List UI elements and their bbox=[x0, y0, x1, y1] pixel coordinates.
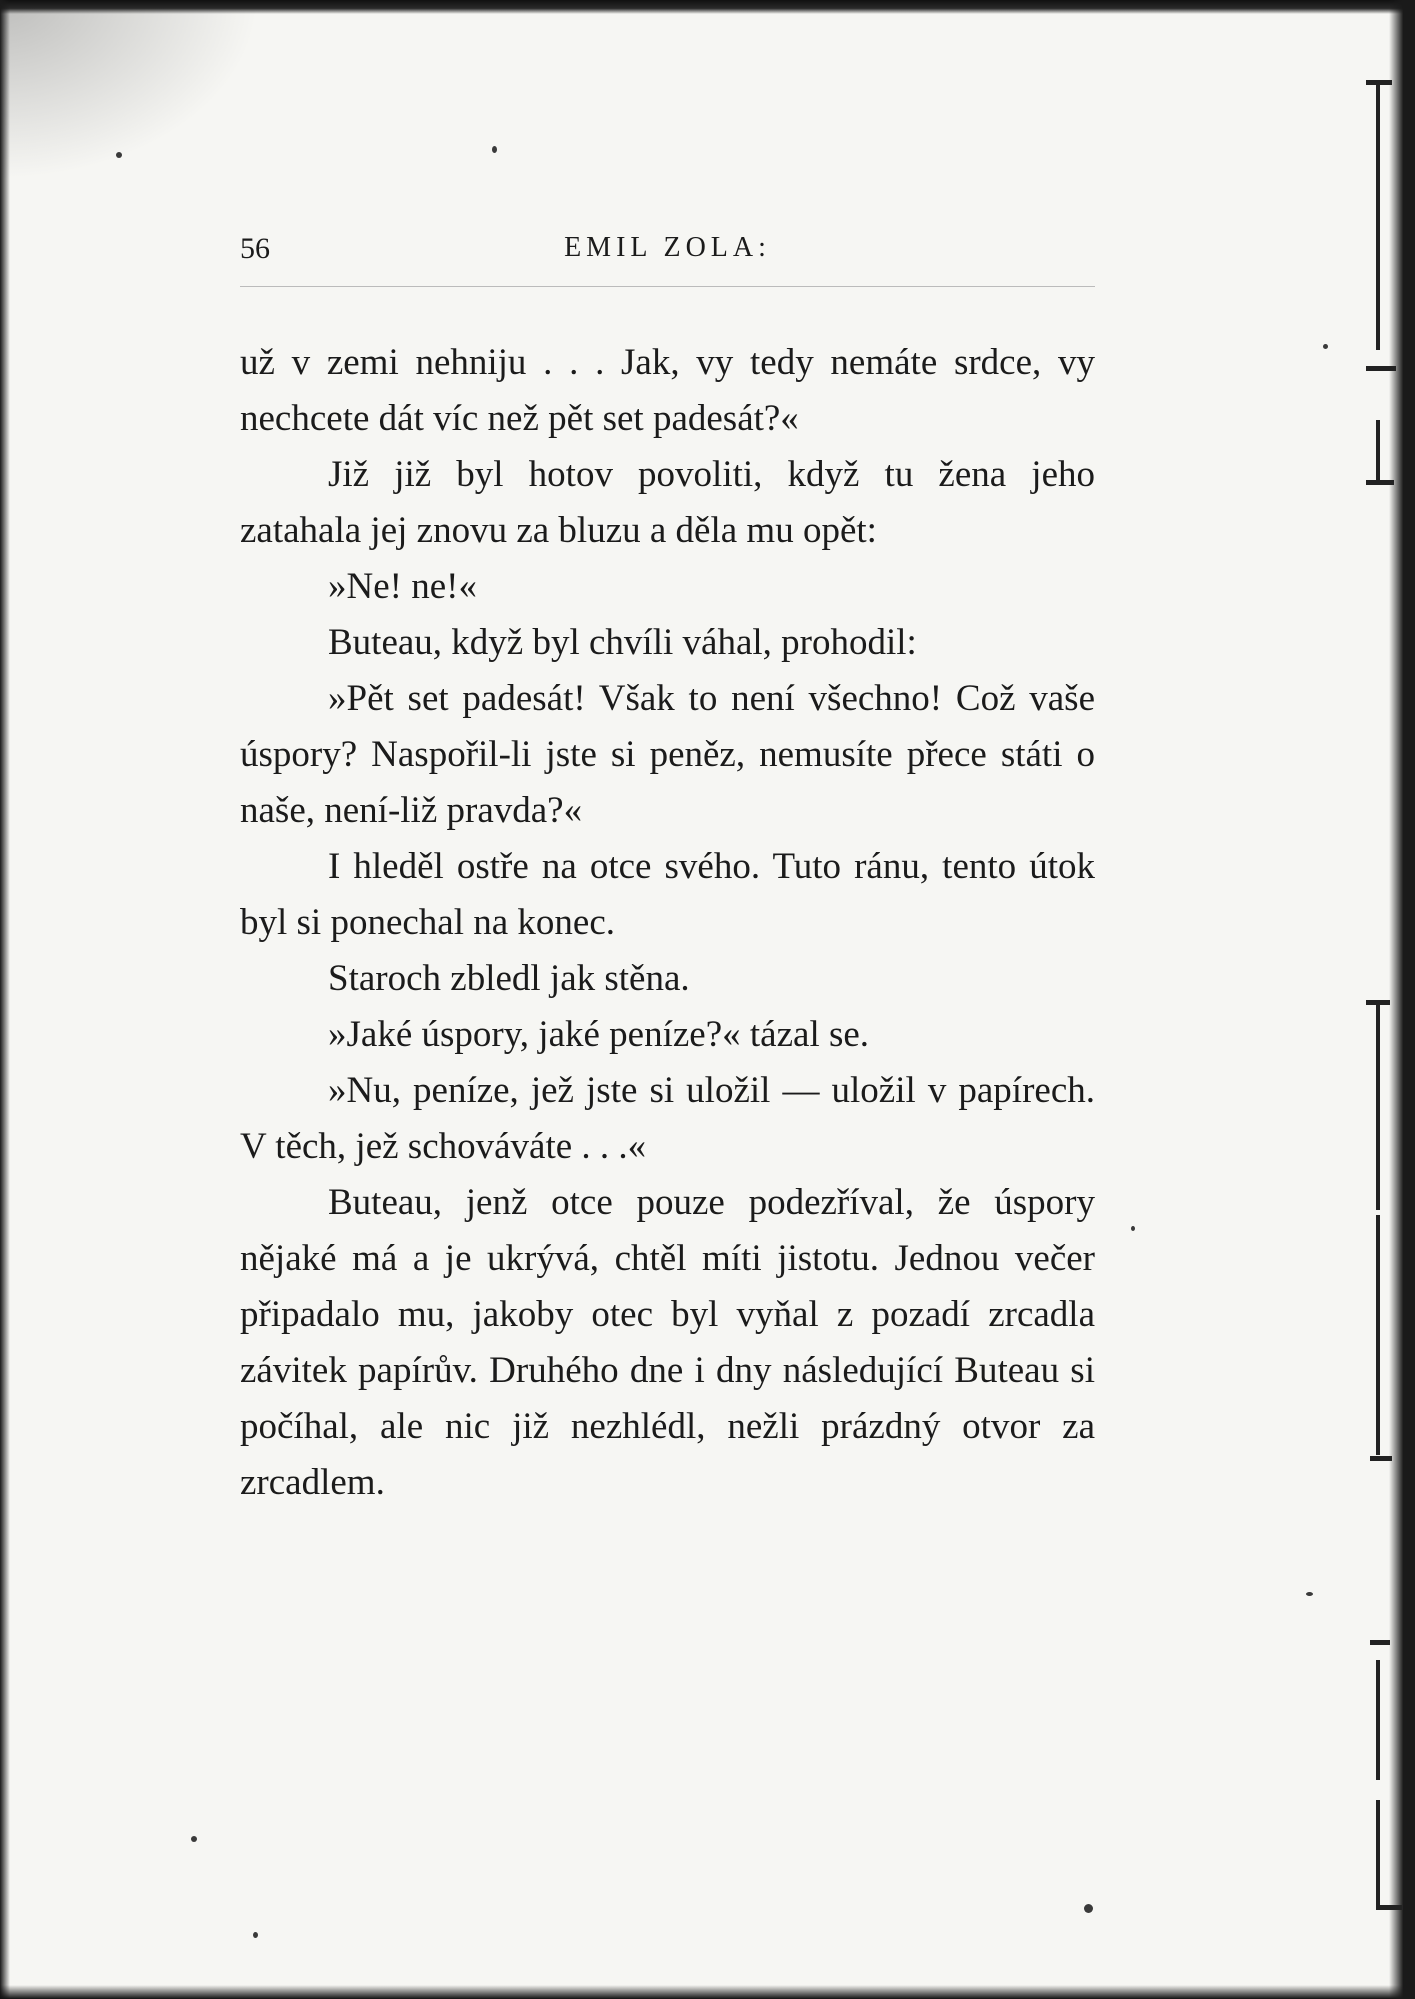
binding-tick bbox=[1376, 1905, 1402, 1910]
binding-mark bbox=[1376, 1000, 1380, 1210]
binding-mark bbox=[1376, 1215, 1380, 1455]
scan-speck bbox=[492, 146, 497, 153]
binding-tick bbox=[1366, 480, 1394, 485]
binding-mark bbox=[1376, 1660, 1380, 1780]
binding-mark bbox=[1376, 80, 1380, 350]
paragraph: I hleděl ostře na otce svého. Tuto ránu, tento útok byl si ponechal na konec. bbox=[240, 846, 1095, 943]
paragraph: »Ne! ne!« bbox=[328, 566, 477, 607]
scan-edge-left bbox=[0, 0, 10, 1999]
paragraph: už v zemi nehniju . . . Jak, vy tedy nemáte srdce, vy nechcete dát víc než pět set padesát?« bbox=[240, 342, 1095, 439]
binding-tick bbox=[1370, 1456, 1392, 1461]
paragraph: »Pět set padesát! Však to není všechno! Což vaše úspory? Naspořil-li jste si peněz, nemusíte přece státi o naše, není-liž pravda?« bbox=[240, 678, 1095, 831]
header-rule bbox=[240, 286, 1095, 287]
scan-speck bbox=[1323, 344, 1328, 349]
paragraph: Buteau, jenž otce pouze podezříval, že úspory nějaké má a je ukrývá, chtěl míti jistotu. Jednou večer připadalo mu, jakoby otec byl vyňal z pozadí zrcadla závitek papírův. Druhého dne i dny následující Buteau si počíhal, ale nic již nezhlédl, nežli prázdný otvor za zrcadlem. bbox=[240, 1182, 1095, 1503]
paragraph: »Jaké úspory, jaké peníze?« tázal se. bbox=[328, 1014, 870, 1055]
scan-speck bbox=[253, 1932, 258, 1938]
running-head: EMIL ZOLA: bbox=[564, 232, 771, 263]
paragraph: Staroch zbledl jak stěna. bbox=[328, 958, 690, 999]
scan-speck bbox=[1306, 1592, 1313, 1596]
binding-mark bbox=[1376, 1800, 1380, 1910]
binding-tick bbox=[1370, 1640, 1390, 1645]
scan-edge-right bbox=[1389, 0, 1415, 1999]
body-text bbox=[240, 335, 1095, 1511]
scan-edge-top bbox=[0, 0, 1415, 14]
paragraph: Již již byl hotov povoliti, když tu žena jeho zatahala jej znovu za bluzu a děla mu opět: bbox=[240, 454, 1095, 551]
binding-tick bbox=[1366, 80, 1392, 85]
binding-mark bbox=[1376, 420, 1380, 480]
binding-tick bbox=[1366, 1000, 1390, 1005]
binding-tick bbox=[1366, 366, 1396, 371]
scan-speck bbox=[116, 152, 122, 158]
scan-speck bbox=[1131, 1226, 1135, 1231]
scan-shading bbox=[0, 0, 260, 180]
page-number: 56 bbox=[240, 232, 270, 265]
page-header bbox=[240, 232, 1095, 282]
paragraph: Buteau, když byl chvíli váhal, prohodil: bbox=[328, 622, 917, 663]
scan-speck bbox=[1084, 1904, 1093, 1913]
paragraph: »Nu, peníze, jež jste si uložil — uložil v papírech. V těch, jež schováváte . . .« bbox=[240, 1070, 1095, 1167]
scan-edge-bottom bbox=[0, 1985, 1415, 1999]
scan-speck bbox=[191, 1836, 197, 1842]
